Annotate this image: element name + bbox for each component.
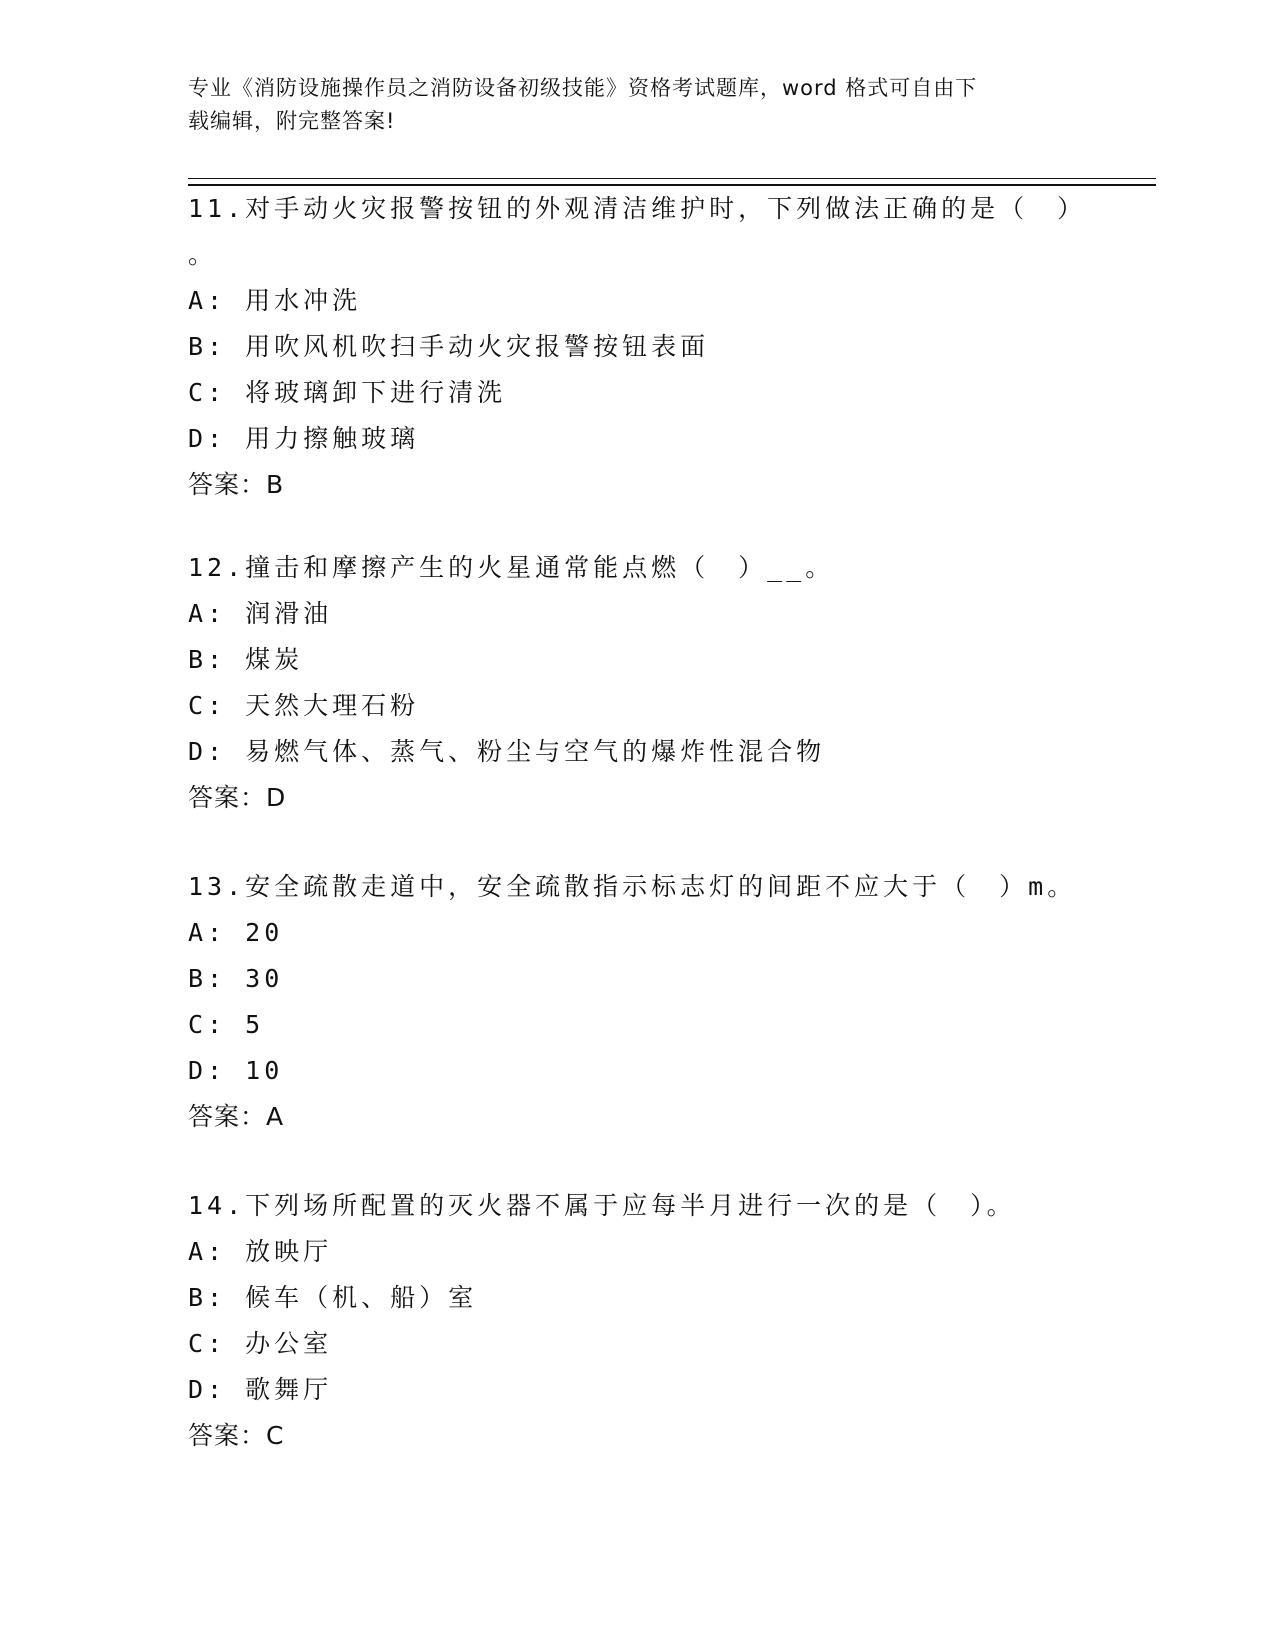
header-divider-top xyxy=(188,178,1156,179)
option-d: D: 10 xyxy=(188,1056,284,1085)
option-b: B: 煤炭 xyxy=(188,645,304,674)
question-stem-continuation: 。 xyxy=(188,240,214,269)
question-stem: 12.撞击和摩擦产生的火星通常能点燃（ ）__。 xyxy=(188,553,835,582)
option-c: C: 5 xyxy=(188,1010,265,1039)
question-13 xyxy=(188,864,1088,1140)
question-stem: 14.下列场所配置的灭火器不属于应每半月进行一次的是（ ）。 xyxy=(188,1191,1016,1220)
answer-text: 答案：D xyxy=(188,783,287,812)
option-d: D: 易燃气体、蒸气、粉尘与空气的爆炸性混合物 xyxy=(188,737,826,766)
header-line-1: 专业《消防设施操作员之消防设备初级技能》资格考试题库，word 格式可自由下 xyxy=(188,76,978,100)
option-c: C: 将玻璃卸下进行清洗 xyxy=(188,378,507,407)
option-b: B: 候车（机、船）室 xyxy=(188,1283,478,1312)
header-line-2: 载编辑，附完整答案! xyxy=(188,109,396,133)
option-a: A: 用水冲洗 xyxy=(188,286,362,315)
option-c: C: 办公室 xyxy=(188,1329,333,1358)
question-12 xyxy=(188,545,1088,821)
option-a: A: 润滑油 xyxy=(188,599,333,628)
answer-text: 答案：A xyxy=(188,1102,285,1131)
question-11 xyxy=(188,186,1088,508)
question-14 xyxy=(188,1183,1088,1459)
answer-text: 答案：C xyxy=(188,1421,285,1450)
option-b: B: 30 xyxy=(188,964,284,993)
option-d: D: 用力擦触玻璃 xyxy=(188,424,420,453)
answer-text: 答案：B xyxy=(188,470,285,499)
option-d: D: 歌舞厅 xyxy=(188,1375,333,1404)
option-c: C: 天然大理石粉 xyxy=(188,691,420,720)
option-b: B: 用吹风机吹扫手动火灾报警按钮表面 xyxy=(188,332,710,361)
question-stem: 11.对手动火灾报警按钮的外观清洁维护时，下列做法正确的是（ ） xyxy=(188,194,1087,223)
question-stem: 13.安全疏散走道中，安全疏散指示标志灯的间距不应大于（ ）m。 xyxy=(188,872,1077,901)
option-a: A: 放映厅 xyxy=(188,1237,333,1266)
option-a: A: 20 xyxy=(188,918,284,947)
document-header xyxy=(188,72,1068,138)
